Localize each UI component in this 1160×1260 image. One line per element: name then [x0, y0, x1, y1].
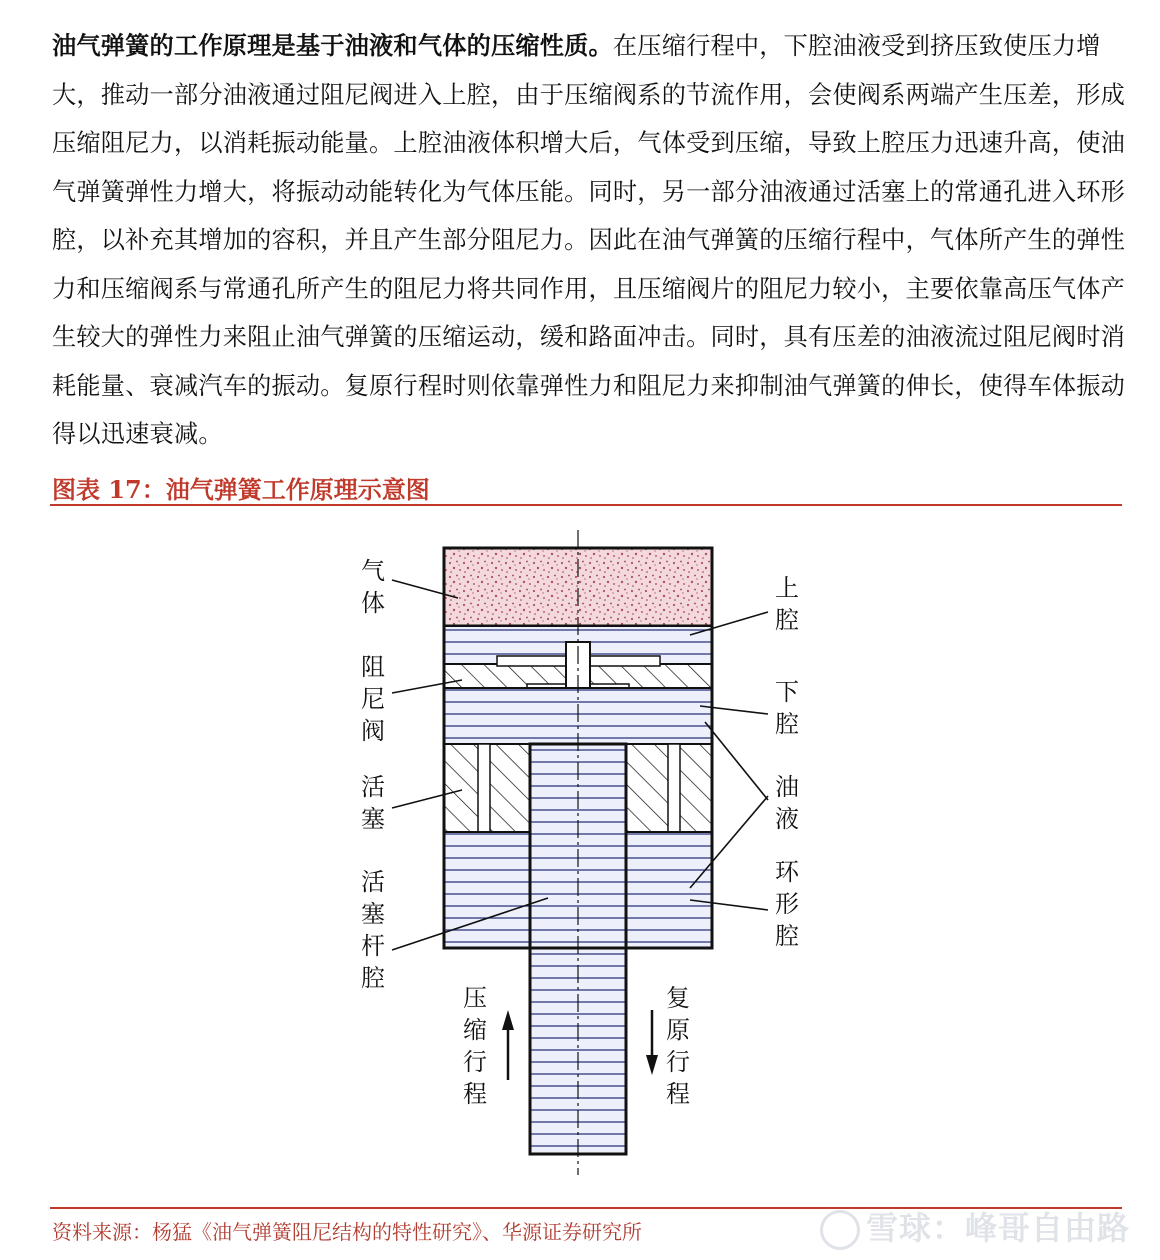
- paragraph-lead: 油气弹簧的工作原理是基于油液和气体的压缩性质。: [52, 32, 613, 60]
- label-gas: [361, 557, 385, 617]
- source-note: 资料来源：杨猛《油气弹簧阻尼结构的特性研究》、华源证券研究所: [52, 1220, 642, 1244]
- watermark-text: 雪球：峰哥自由路: [865, 1209, 1130, 1247]
- label-upper-chamber: [775, 574, 799, 634]
- svg-text:压缩行程: 压缩行程: [463, 984, 487, 1108]
- label-lower-chamber: [775, 678, 799, 738]
- svg-text:活塞: 活塞: [361, 773, 385, 833]
- label-rebound-stroke: [666, 984, 690, 1108]
- piston-orifice-right: [668, 744, 680, 832]
- watermark: [820, 1203, 1130, 1250]
- svg-text:上腔: 上腔: [775, 574, 799, 634]
- svg-text:气体: 气体: [361, 557, 385, 617]
- piston-orifice-left: [478, 744, 490, 832]
- label-damping-valve: [361, 653, 385, 745]
- annular-chamber-left: [444, 832, 530, 948]
- annular-chamber-right: [626, 832, 712, 948]
- svg-text:复原行程: 复原行程: [666, 984, 690, 1108]
- label-rod-chamber: [361, 868, 385, 992]
- svg-text:活塞杆腔: 活塞杆腔: [361, 868, 385, 992]
- svg-text:下腔: 下腔: [775, 678, 799, 738]
- svg-text:阻尼阀: 阻尼阀: [361, 653, 385, 745]
- svg-text:环形腔: 环形腔: [775, 858, 799, 950]
- svg-text:油液: 油液: [775, 773, 799, 833]
- label-compression-stroke: [463, 984, 487, 1108]
- label-piston: [361, 773, 385, 833]
- label-annular-chamber: [775, 858, 800, 950]
- watermark-logo-icon: [820, 1210, 860, 1250]
- label-oil: [775, 773, 799, 833]
- figure-caption: 图表 17：油气弹簧工作原理示意图: [52, 475, 430, 504]
- paragraph-body: 在压缩行程中，下腔油液受到挤压致使压力增大，推动一部分油液通过阻尼阀进入上腔，由于压缩阀系的节流作用，会使阀系两端产生压差，形成压缩阻尼力，以消耗振动能量。上腔油液体积增大后，气体受到压缩，导致上腔压力迅速升高，使油气弹簧弹性力增大，将振动动能转化为气体压能。同时，另一部分油液通过活塞上的常通孔进入环形腔，以补充其增加的容积，并且产生部分阻尼力。因此在油气弹簧的压缩行程中，气体所产生的弹性力和压缩阀系与常通孔所产生的阻尼力将共同作用，且压缩阀片的阻尼力较小，主要依靠高压气体产生较大的弹性力来阻止油气弹簧的压缩运动，缓和路面冲击。同时，具有压差的油液流过阻尼阀时消耗能量、衰减汽车的振动。复原行程时则依靠弹性力和阻尼力来抑制油气弹簧的伸长，使得车体振动得以迅速衰减。: [52, 32, 1126, 448]
